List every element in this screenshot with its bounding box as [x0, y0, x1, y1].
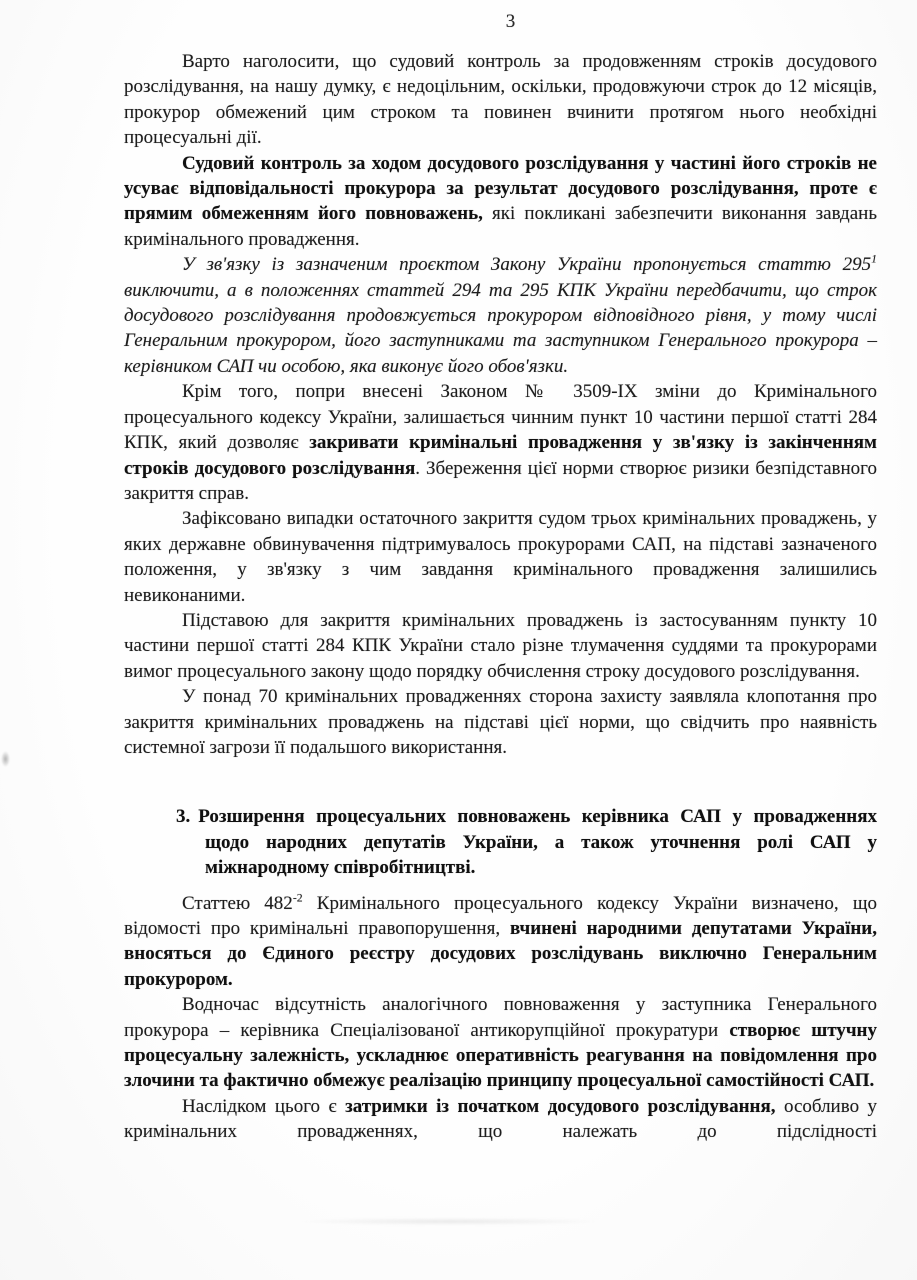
paragraph-vodnochas — [124, 992, 877, 1094]
text-segment: Кримінального процесуального кодексу України визначено, що відомості про кримінальні правопорушення, — [124, 892, 877, 939]
text-segment: Зафіксовано випадки остаточного закриття судом трьох кримінальних проваджень, у яких державне обвинувачення підтримувалось прокурорами САП, на підставі зазначеного положення, у зв'язку з чим завдання кримінального провадження залишились невиконаними. — [124, 508, 877, 606]
text-segment: Водночас відсутність аналогічного повноваження у заступника Генерального прокурора – керівника Спеціалізованої антикорупційної прокуратури — [124, 994, 877, 1041]
paragraph-motions — [124, 684, 877, 760]
scan-artifact — [1, 751, 10, 767]
text-segment: Крім того, попри внесені Законом № 3509-IX зміни до Кримінального процесуального кодексу України, залишається чинним пункт 10 частини першої статті 284 КПК, який дозволяє — [124, 381, 877, 454]
text-segment-bold: . — [869, 1070, 875, 1092]
text-segment: особливо у кримінальних провадженнях, що належать до підслідності — [124, 1095, 878, 1143]
paragraph-judicial-control — [124, 151, 877, 253]
paragraph-art-482 — [124, 891, 877, 993]
text-segment-bold: Судовий контроль за ходом досудового розслідування у частині його строків не усуває відповідальності прокурора за результат досудового розслідування, проте є прямим обмеженням його повноважень, — [124, 152, 877, 225]
text-segment-bold: закривати кримінальні провадження у зв'язку із закінченням строків досудового розслідування — [124, 432, 877, 479]
text-segment-bold: затримки із початком досудового розслідування, — [345, 1095, 776, 1117]
paragraph-consequence — [124, 1094, 877, 1145]
text-segment: Підставою для закриття кримінальних проваджень із застосуванням пункту 10 частини першої статті 284 КПК України стало різне тлумачення суддями та прокурорами вимог процесуального закону щодо порядку обчислення строку досудового розслідування. — [124, 609, 877, 682]
text-segment: Наслідком цього є — [182, 1095, 346, 1117]
paragraph-closed-cases — [124, 506, 877, 608]
superscript: -2 — [292, 891, 303, 905]
paragraph-kpk-284 — [124, 379, 877, 506]
text-segment: . Збереження цієї норми створює ризики безпідставного закриття справ. — [124, 457, 877, 504]
paragraph-closure-grounds — [124, 608, 877, 684]
text-segment-italic: У зв'язку із зазначеним проєктом Закону України пропонується статтю 295 — [182, 254, 872, 276]
document-body — [124, 49, 877, 1145]
text-segment-bold: . — [227, 968, 233, 990]
text-segment: Статтею 482 — [182, 892, 293, 914]
text-segment: У понад 70 кримінальних провадженнях сторона захисту заявляла клопотання про закриття кримінальних проваджень на підставі цієї норми, що свідчить про наявність системної загрози її подальшого використання. — [124, 686, 877, 758]
text-segment-bold: створює штучну процесуальну залежність, ускладнює оперативність реагування на повідомлення про злочини та фактично обмежує реалізацію принципу процесуальної самостійності САП — [124, 1019, 877, 1092]
section-title: Розширення процесуальних повноважень керівника САП у провадженнях щодо народних депутатів України, а також уточнення ролі САП у міжнародному співробітництві. — [198, 806, 877, 879]
paragraph-intro — [124, 49, 877, 151]
superscript: 1 — [871, 252, 877, 266]
text-segment-bold: вчинені народними депутатами України, вносяться до Єдиного реєстру досудових розслідувань виключно Генеральним прокурором — [124, 918, 878, 990]
scan-artifact — [300, 1218, 600, 1225]
page-number: 3 — [505, 11, 516, 32]
text-segment: які покликані забезпечити виконання завдань кримінального провадження. — [124, 203, 877, 250]
paragraph-draft-law — [124, 252, 877, 379]
text-segment: Варто наголосити, що судовий контроль за продовженням строків досудового розслідування, на нашу думку, є недоцільним, оскільки, продовжуючи строк до 12 місяців, прокурор обмежений цим строком та повинен вчинити протягом нього необхідні процесуальні дії. — [124, 51, 877, 149]
section-number: 3. — [176, 806, 191, 828]
section-heading — [176, 804, 877, 880]
text-segment-italic: виключити, а в положеннях статтей 294 та 295 КПК України передбачити, що строк досудового розслідування продовжується прокурором відповідного рівня, у тому числі Генеральним прокурором, його заступниками та заступником Генерального прокурора – керівником САП чи особою, яка виконує його обов'язки. — [124, 279, 877, 377]
